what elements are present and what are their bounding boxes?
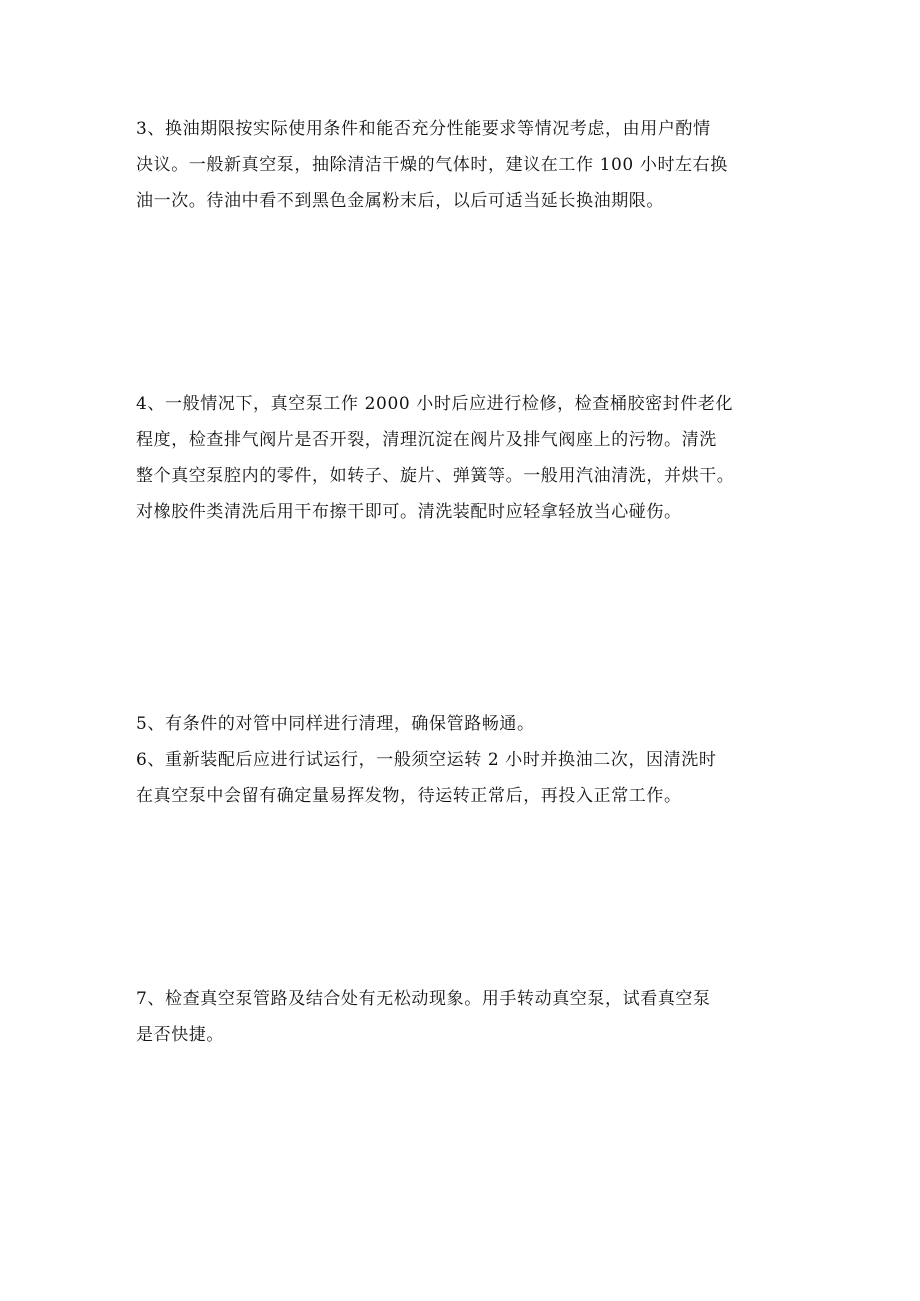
paragraph-line: 5、有条件的对管中同样进行清理，确保管路畅通。 [136,714,535,734]
paragraph-7 [136,981,792,1053]
paragraph-line: 4、一般情况下，真空泵工作 2000 小时后应进行检修，检查桶胶密封件老化 [136,394,734,414]
paragraph-line: 6、重新装配后应进行试运行，一般须空运转 2 小时并换油二次，因清洗时 [136,750,717,770]
paragraph-line: 油一次。待油中看不到黑色金属粉末后，以后可适当延长换油期限。 [136,191,664,211]
paragraph-line: 对橡胶件类清洗后用干布擦干即可。清洗装配时应轻拿轻放当心碰伤。 [136,502,682,522]
paragraph-line: 在真空泵中会留有确定量易挥发物，待运转正常后，再投入正常工作。 [136,786,682,806]
paragraph-line: 3、换油期限按实际使用条件和能否充分性能要求等情况考虑，由用户酌情 [136,119,711,139]
paragraph-line: 决议。一般新真空泵，抽除清洁干燥的气体时，建议在工作 100 小时左右换 [136,155,728,175]
paragraph-line: 7、检查真空泵管路及结合处有无松动现象。用手转动真空泵，试看真空泵 [136,989,711,1009]
paragraph-4 [136,386,792,530]
paragraph-line: 是否快捷。 [136,1025,224,1045]
paragraph-line: 程度，检查排气阀片是否开裂，清理沉淀在阀片及排气阀座上的污物。清洗 [136,430,717,450]
paragraph-3 [136,111,792,219]
paragraph-5-6 [136,706,792,814]
paragraph-line: 整个真空泵腔内的零件，如转子、旋片、弹簧等。一般用汽油清洗，并烘干。 [136,466,735,486]
